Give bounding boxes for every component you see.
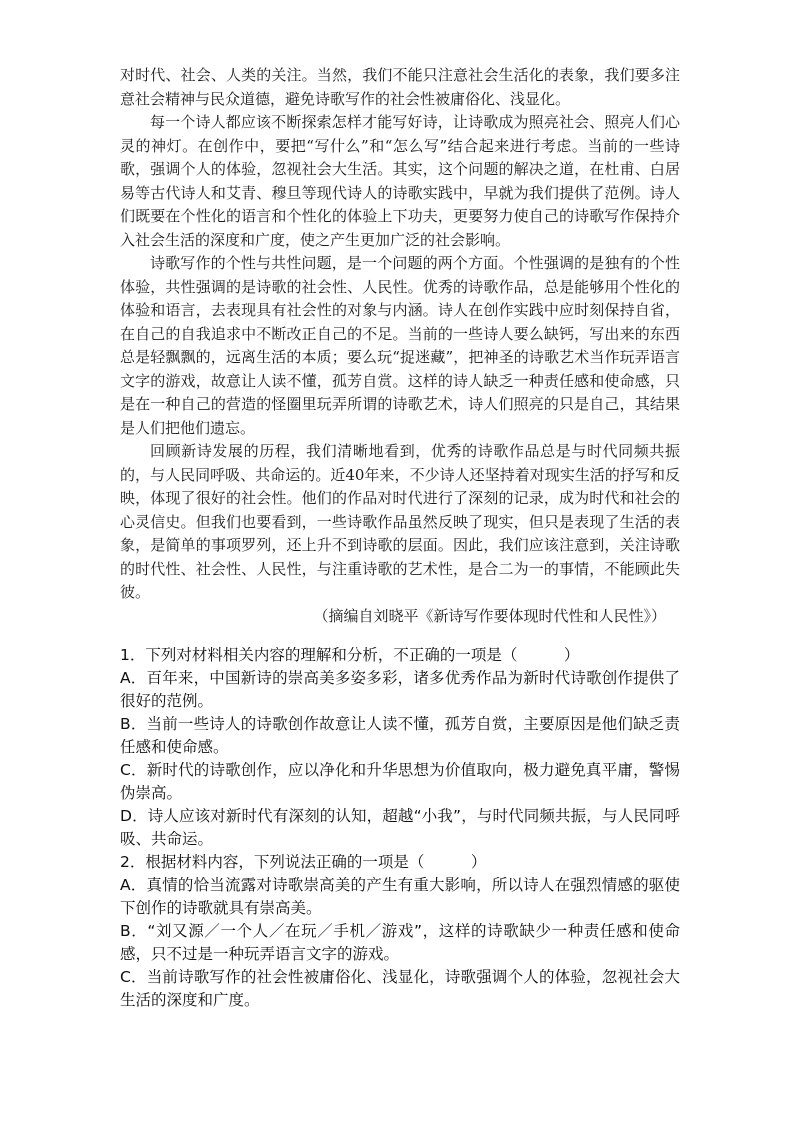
answer-option: B．当前一些诗人的诗歌创作故意让人读不懂，孤芳自赏，主要原因是他们缺乏责任感和使命感。	[120, 715, 680, 756]
passage-paragraph: 诗歌写作的个性与共性问题，是一个问题的两个方面。个性强调的是独有的个性体验，共性强调的是诗歌的社会性、人民性。优秀的诗歌作品，总是能够用个性化的体验和语言，去表现具有社会性的对象与内涵。诗人在创作实践中应时刻保持自省，在自己的自我追求中不断改正自己的不足。当前的一些诗人要么缺钙，写出来的东西总是轻飘飘的，远离生活的本质；要么玩“捉迷藏”，把神圣的诗歌艺术当作玩弄语言文字的游戏，故意让人读不懂，孤芳自赏。这样的诗人缺乏一种责任感和使命感，只是在一种自己的营造的怪圈里玩弄所谓的诗歌艺术，诗人们照亮的只是自己，其结果是人们把他们遗忘。	[120, 254, 680, 437]
answer-option: A．真情的恰当流露对诗歌崇高美的产生有重大影响，所以诗人在强烈情感的驱使下创作的诗歌就具有崇高美。	[120, 876, 680, 917]
passage-paragraph: 每一个诗人都应该不断探索怎样才能写好诗，让诗歌成为照亮社会、照亮人们心灵的神灯。在创作中，要把“写什么”和“怎么写”结合起来进行考虑。当前的一些诗歌，强调个人的体验，忽视社会大生活。其实，这个问题的解决之道，在杜甫、白居易等古代诗人和艾青、穆旦等现代诗人的诗歌实践中，早就为我们提供了范例。诗人们既要在个性化的语言和个性化的体验上下功夫，更要努力使自己的诗歌写作保持介入社会生活的深度和广度，使之产生更加广泛的社会影响。	[120, 113, 680, 249]
answer-option: C．新时代的诗歌创作，应以净化和升华思想为价值取向，极力避免真平庸，警惕伪崇高。	[120, 761, 680, 802]
passage-source: （摘编自刘晓平《新诗写作要体现时代性和人民性》）	[313, 606, 666, 625]
answer-option: B．“刘又源／一个人／在玩／手机／游戏”，这样的诗歌缺少一种责任感和使命感，只不过是一种玩弄语言文字的游戏。	[120, 922, 680, 963]
question-section	[120, 644, 680, 1012]
question-stem: 1．下列对材料相关内容的理解和分析，不正确的一项是（ ）	[120, 646, 580, 664]
answer-option: D．诗人应该对新时代有深刻的认知，超越“小我”，与时代同频共振，与人民同呼吸、共命运。	[120, 807, 680, 848]
answer-option: C．当前诗歌写作的社会性被庸俗化、浅显化，诗歌强调个人的体验，忽视社会大生活的深度和广度。	[120, 968, 680, 1009]
question-stem: 2．根据材料内容，下列说法正确的一项是（ ）	[120, 853, 487, 871]
answer-option: A．百年来，中国新诗的崇高美多姿多彩，诸多优秀作品为新时代诗歌创作提供了很好的范例。	[120, 669, 680, 710]
passage-paragraph: 回顾新诗发展的历程，我们清晰地看到，优秀的诗歌作品总是与时代同频共振的，与人民同呼吸、共命运的。近40年来，不少诗人还坚持着对现实生活的抒写和反映，体现了很好的社会性。他们的作品对时代进行了深刻的记录，成为时代和社会的心灵信史。但我们也要看到，一些诗歌作品虽然反映了现实，但只是表现了生活的表象，是简单的事项罗列，还上升不到诗歌的层面。因此，我们应该注意到，关注诗歌的时代性、社会性、人民性，与注重诗歌的艺术性，是合二为一的事情，不能顾此失彼。	[120, 442, 680, 601]
reading-passage	[120, 64, 680, 628]
question-item	[120, 644, 680, 851]
question-item	[120, 851, 680, 1012]
passage-paragraph: 对时代、社会、人类的关注。当然，我们不能只注意社会生活化的表象，我们要多注意社会精神与民众道德，避免诗歌写作的社会性被庸俗化、浅显化。	[120, 66, 680, 108]
